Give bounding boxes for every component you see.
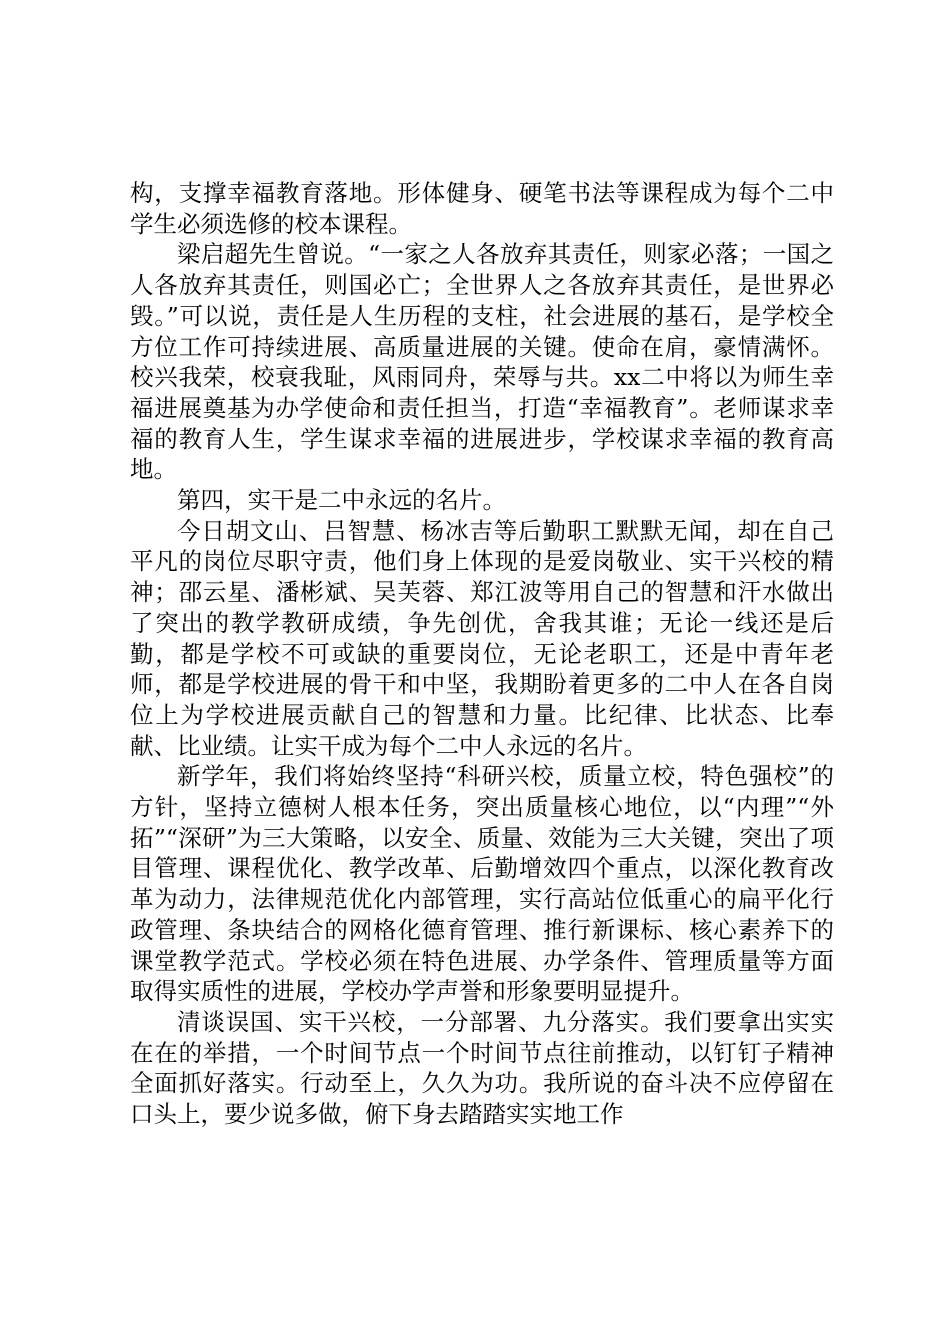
paragraph-new-school-year: 新学年，我们将始终坚持“科研兴校，质量立校，特色强校”的方针，坚持立德树人根本任务，突出质量核心地位，以“内理”“外拓”“深研”为三大策略，以安全、质量、效能为三大关键，突出了项目管理、课程优化、教学改革、后勤增效四个重点，以深化教育改革为动力，法律规范优化内部管理，实行高站位低重心的扁平化行政管理、条块结合的网格化德育管理、推行新课标、核心素养下的课堂教学范式。学校必须在特色进展、办学条件、管理质量等方面取得实质性的进展，学校办学声誉和形象要明显提升。 [130, 762, 834, 1006]
paragraph-practical-work: 清谈误国、实干兴校，一分部署、九分落实。我们要拿出实实在在的举措，一个时间节点一个时间节点往前推动，以钉钉子精神全面抓好落实。行动至上，久久为功。我所说的奋斗决不应停留在口头上，要少说多做，俯下身去踏踏实实地工作 [130, 1007, 834, 1129]
paragraph-continued: 构，支撑幸福教育落地。形体健身、硬笔书法等课程成为每个二中学生必须选修的校本课程。 [130, 179, 834, 238]
body-text [130, 178, 834, 1130]
paragraph-section-heading-four: 第四，实干是二中永远的名片。 [177, 486, 506, 515]
paragraph-liang-qichao-quote: 梁启超先生曾说。“一家之人各放弃其责任，则家必落；一国之人各放弃其责任，则国必亡；全世界人之各放弃其责任，是世界必毁。”可以说，责任是人生历程的支柱，社会进展的基石，是学校全方位工作可持续进展、高质量进展的关键。使命在肩，豪情满怀。校兴我荣，校衰我耻，风雨同舟，荣辱与共。xx二中将以为师生幸福进展奠基为办学使命和责任担当，打造“幸福教育”。老师谋求幸福的教育人生，学生谋求幸福的进展进步，学校谋求幸福的教育高地。 [130, 240, 834, 484]
paragraph-staff-examples: 今日胡文山、吕智慧、杨冰吉等后勤职工默默无闻，却在自己平凡的岗位尽职守责，他们身上体现的是爱岗敬业、实干兴校的精神；邵云星、潘彬斌、吴芙蓉、郑江波等用自己的智慧和汗水做出了突出的教学教研成绩，争先创优，舍我其谁；无论一线还是后勤，都是学校不可或缺的重要岗位，无论老职工，还是中青年老师，都是学校进展的骨干和中坚，我期盼着更多的二中人在各自岗位上为学校进展贡献自己的智慧和力量。比纪律、比状态、比奉献、比业绩。让实干成为每个二中人永远的名片。 [130, 516, 834, 760]
